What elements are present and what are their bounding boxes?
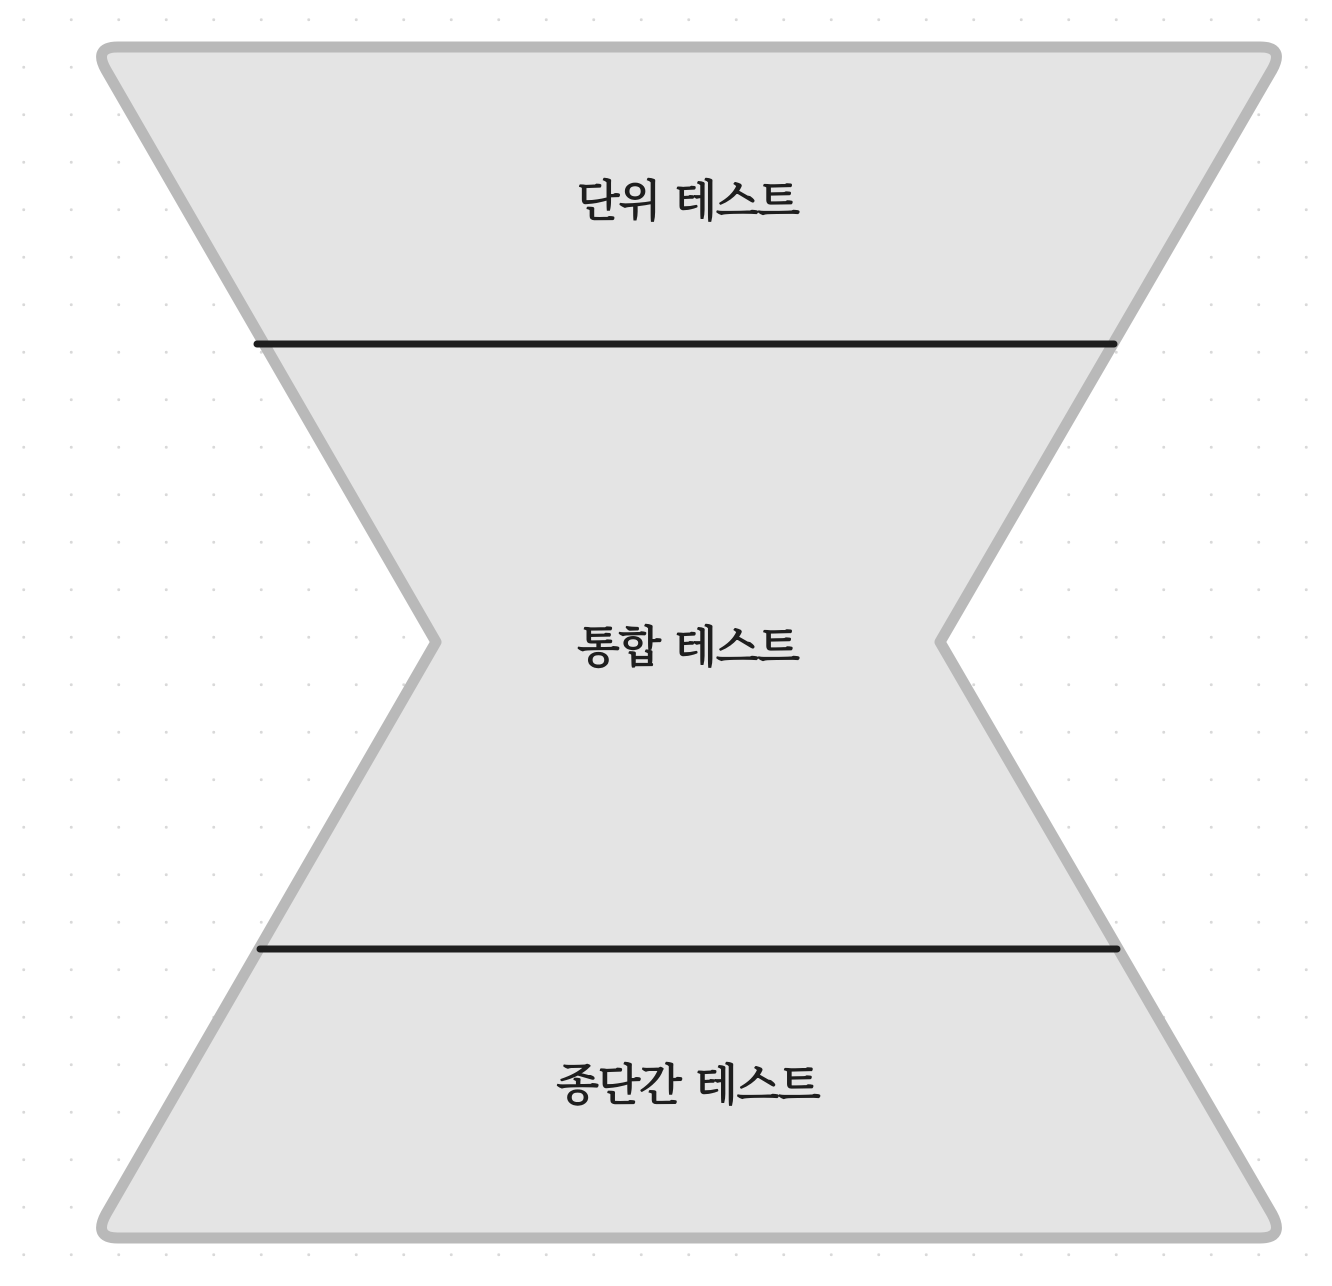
unit-test-label: 단위 테스트 [577, 176, 799, 227]
e2e-test-label: 종단간 테스트 [556, 1060, 820, 1111]
integration-test-label: 통합 테스트 [577, 622, 799, 673]
